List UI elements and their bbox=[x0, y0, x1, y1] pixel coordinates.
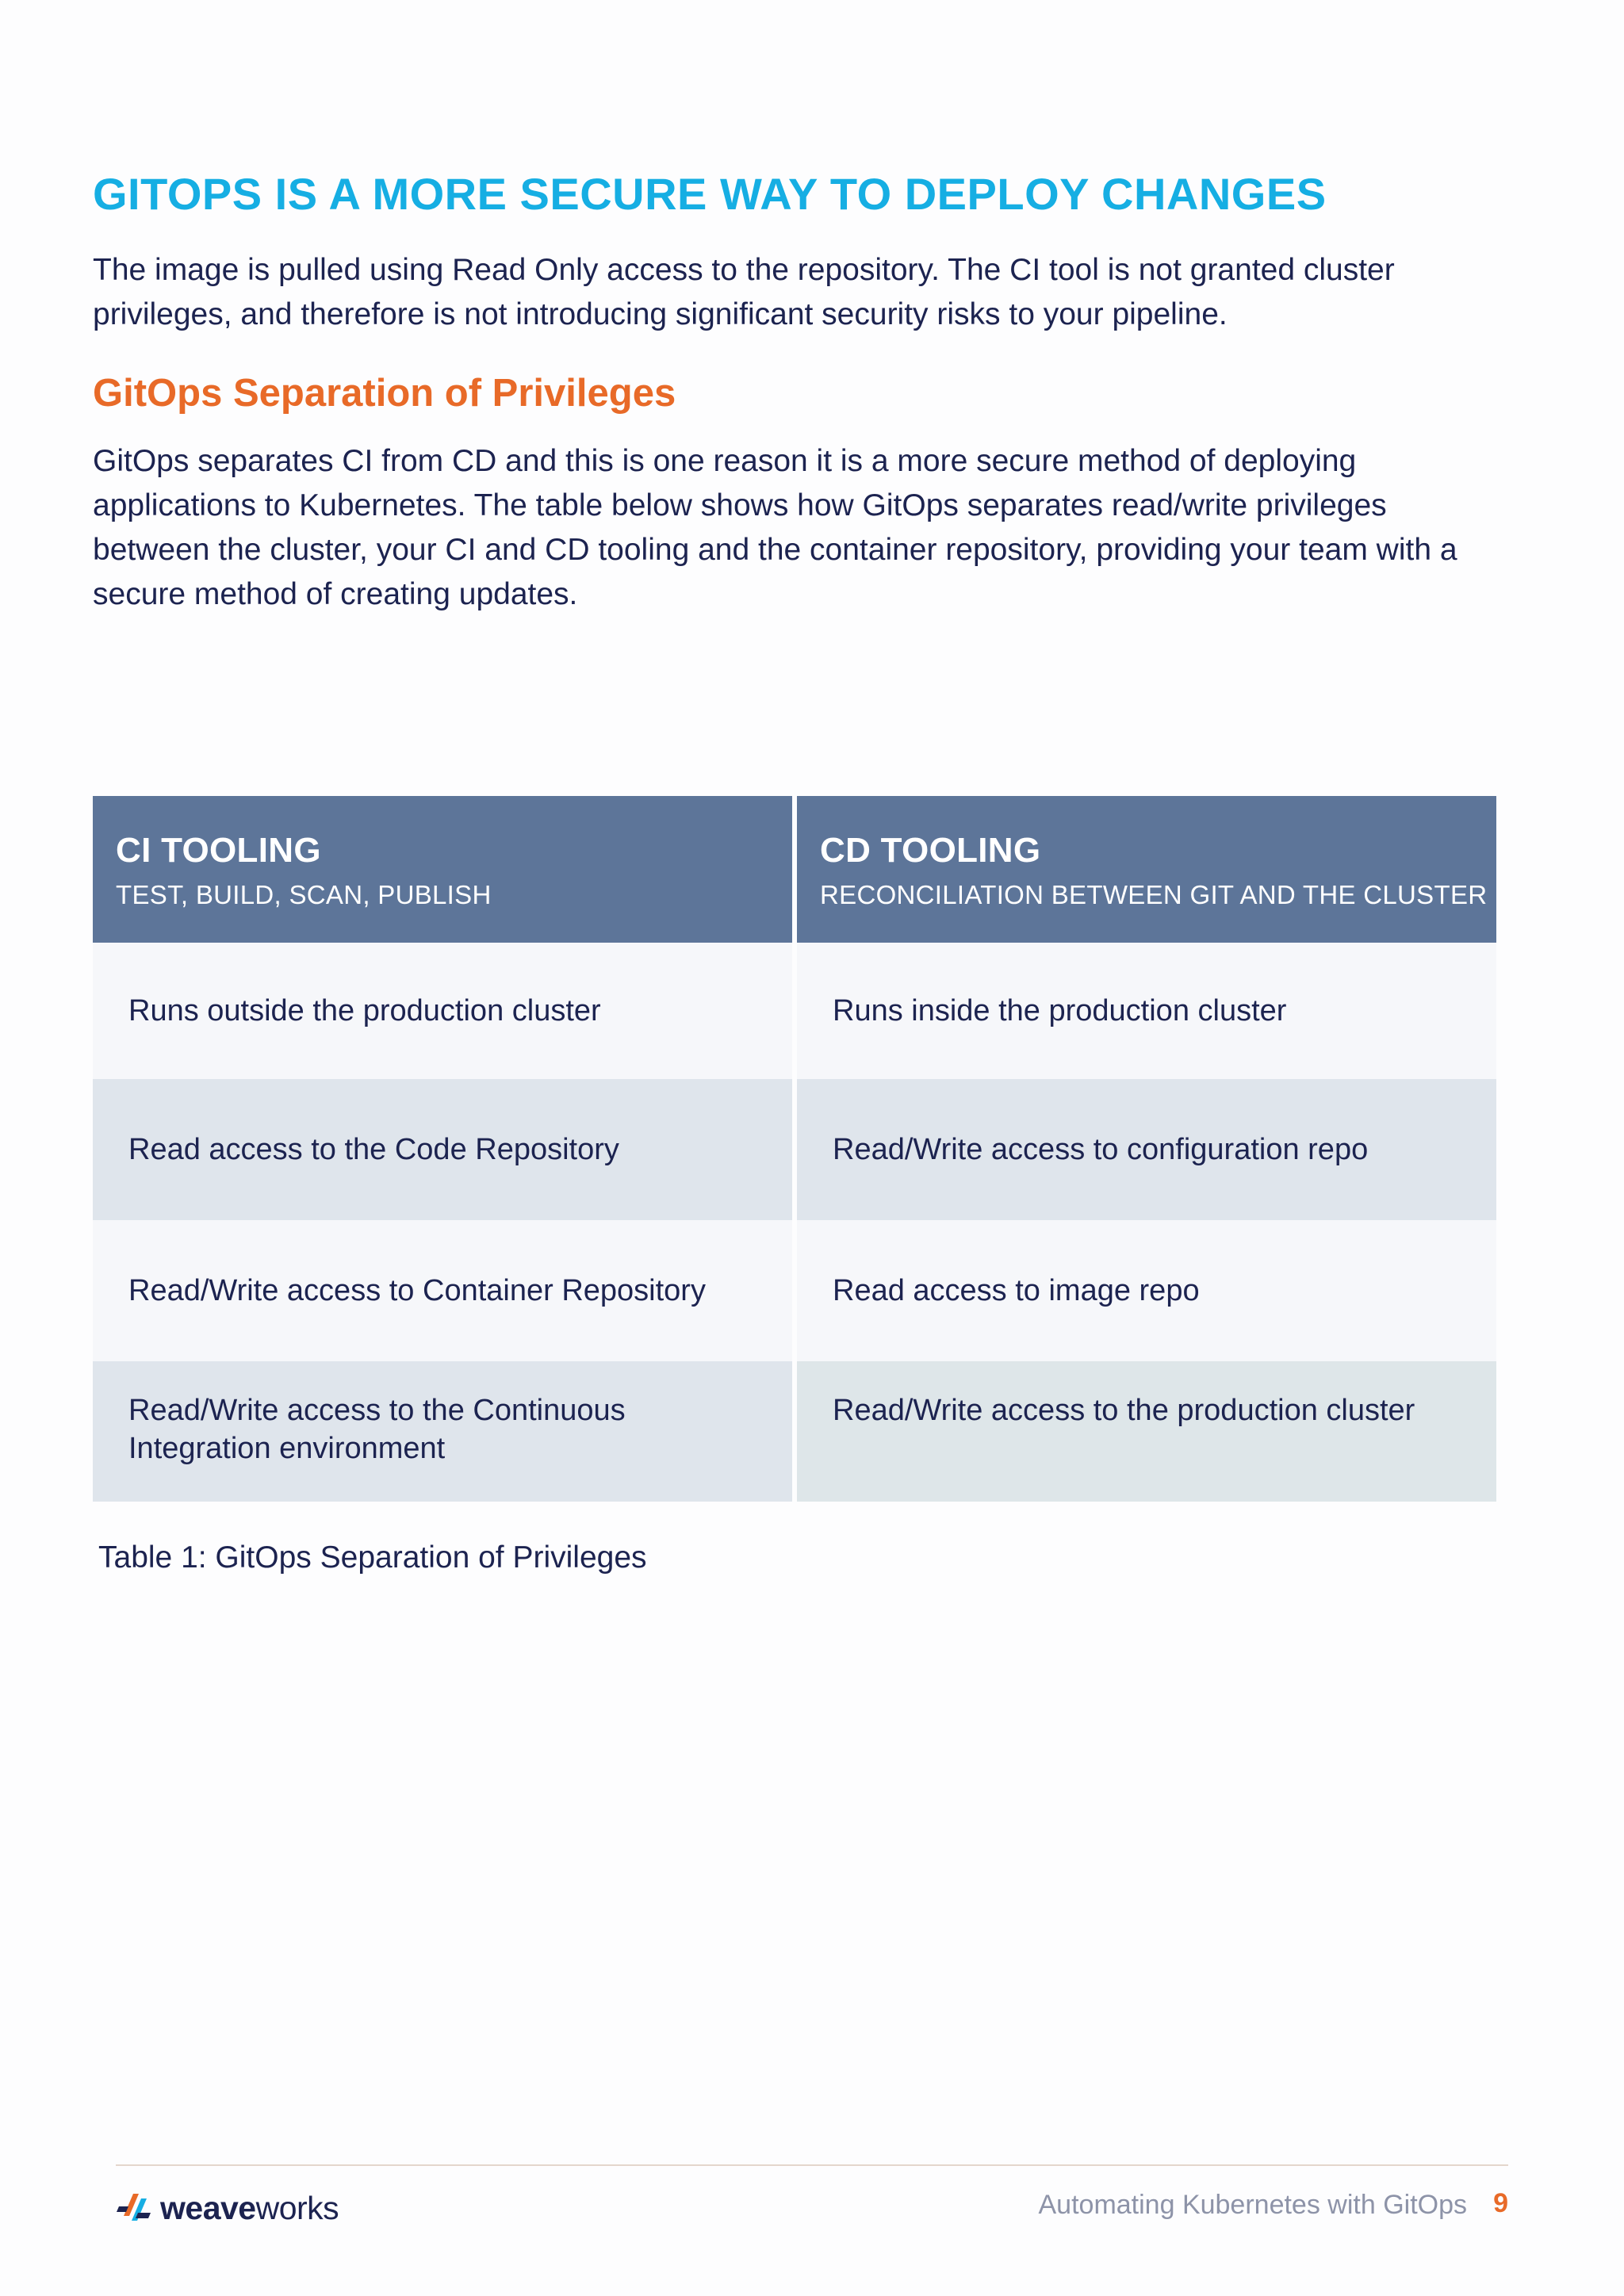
table-cell: Read access to image repo bbox=[797, 1220, 1496, 1361]
table-row bbox=[93, 1079, 1496, 1220]
section-subheading: GitOps Separation of Privileges bbox=[93, 372, 676, 415]
intro-paragraph: The image is pulled using Read Only access to the repository. The CI tool is not granted cluster privileges, and therefore is not introducing significant security risks to your pipeline. bbox=[93, 253, 1395, 331]
footer-document-title: Automating Kubernetes with GitOps bbox=[1038, 2190, 1467, 2220]
table-row bbox=[93, 1361, 1496, 1502]
column-title: CD TOOLING bbox=[820, 831, 1041, 870]
table-cell: Runs inside the production cluster bbox=[797, 943, 1496, 1079]
page-number: 9 bbox=[1493, 2188, 1508, 2218]
table-cell: Read access to the Code Repository bbox=[93, 1079, 792, 1220]
table-caption: Table 1: GitOps Separation of Privileges bbox=[98, 1540, 647, 1575]
page-heading: GITOPS IS A MORE SECURE WAY TO DEPLOY CHANGES bbox=[93, 169, 1327, 219]
logo-regular-part: works bbox=[255, 2189, 339, 2226]
table-cell: Read/Write access to Container Repository bbox=[93, 1220, 792, 1361]
table-cell: Read/Write access to the Continuous Integration environment bbox=[93, 1361, 792, 1502]
body-paragraph: GitOps separates CI from CD and this is one reason it is a more secure method of deploying applications to Kubernetes. The table below shows how GitOps separates read/write privileges between the cluster, your CI and CD tooling and the container repository, providing your team with a secure method of creating updates. bbox=[93, 444, 1457, 611]
column-header-cd bbox=[797, 796, 1496, 943]
table-header bbox=[93, 796, 1496, 943]
table-cell: Runs outside the production cluster bbox=[93, 943, 792, 1079]
column-header-ci bbox=[93, 796, 792, 943]
weaveworks-logo bbox=[116, 2184, 339, 2232]
weaveworks-logo-icon bbox=[116, 2189, 154, 2227]
column-subtitle: RECONCILIATION BETWEEN GIT AND THE CLUSTER bbox=[820, 880, 1488, 909]
column-subtitle: TEST, BUILD, SCAN, PUBLISH bbox=[116, 880, 492, 909]
logo-bold-part: weave bbox=[160, 2189, 256, 2226]
table-row bbox=[93, 943, 1496, 1079]
privileges-table bbox=[93, 796, 1496, 1502]
column-title: CI TOOLING bbox=[116, 831, 321, 870]
footer-divider bbox=[116, 2164, 1508, 2166]
table-cell: Read/Write access to configuration repo bbox=[797, 1079, 1496, 1220]
logo-wordmark bbox=[160, 2190, 339, 2227]
table-cell: Read/Write access to the production cluster bbox=[797, 1361, 1496, 1502]
table-row bbox=[93, 1220, 1496, 1361]
